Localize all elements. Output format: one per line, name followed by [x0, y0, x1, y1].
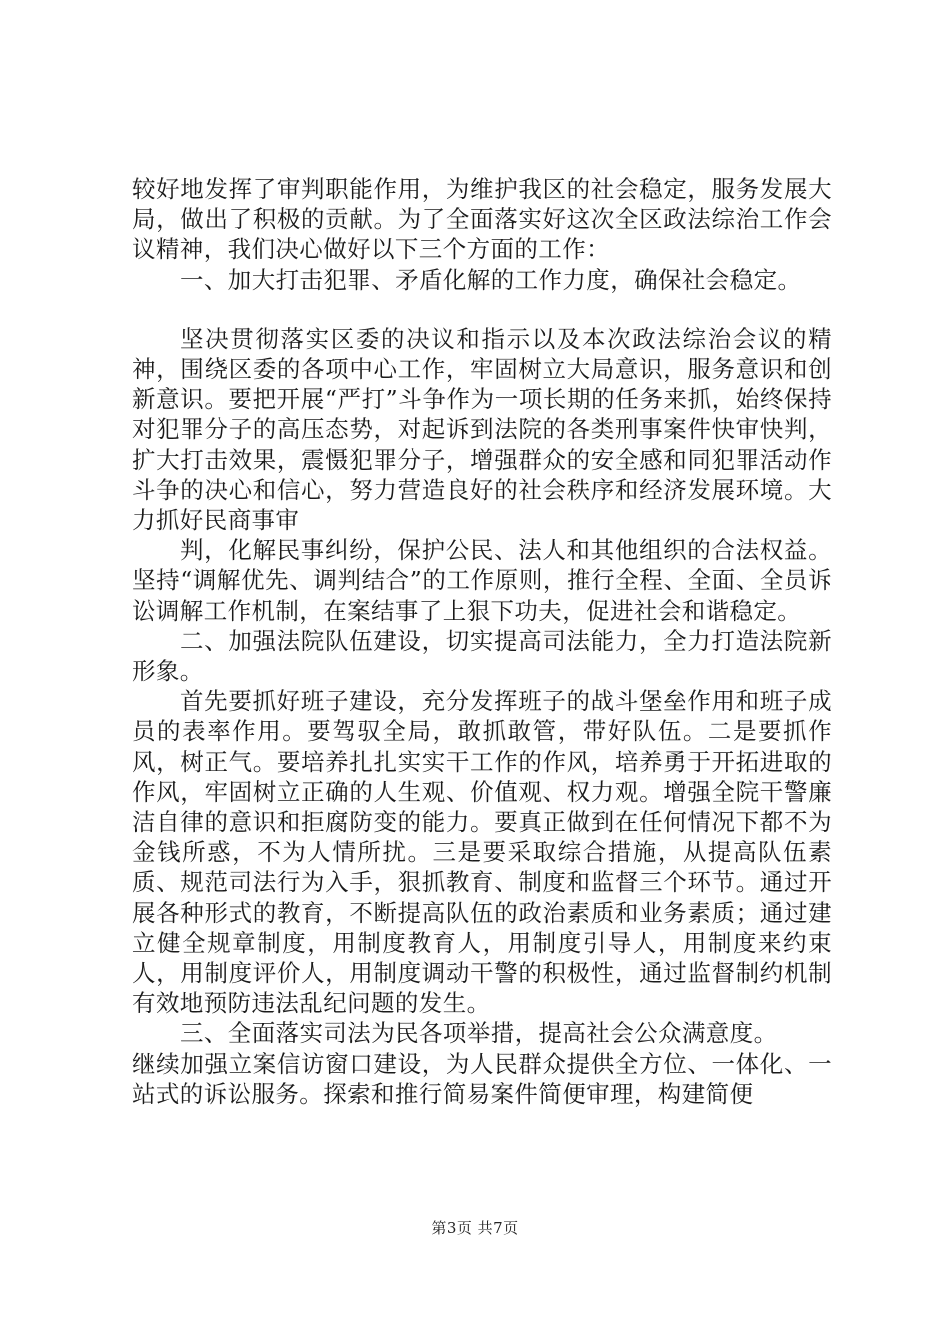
document-body	[132, 174, 832, 1109]
section-heading-1: 一、加大打击犯罪、矛盾化解的工作力度，确保社会稳定。	[180, 265, 802, 294]
section-heading-3: 三、全面落实司法为民各项举措，提高社会公众满意度。	[180, 1019, 778, 1048]
paragraph-4: 首先要抓好班子建设，充分发挥班子的战斗堡垒作用和班子成员的表率作用。要驾驭全局，敢抓敢管，带好队伍。二是要抓作风，树正气。要培养扎扎实实干工作的作风，培养勇于开拓进取的作风，牢固树立正确的人生观、价值观、权力观。增强全院干警廉洁自律的意识和拒腐防变的能力。要真正做到在任何情况下都不为金钱所惑，不为人情所扰。三是要采取综合措施，从提高队伍素质、规范司法行为入手，狠抓教育、制度和监督三个环节。通过开展各种形式的教育，不断提高队伍的政治素质和业务素质；通过建立健全规章制度，用制度教育人，用制度引导人，用制度来约束人，用制度评价人，用制度调动干警的积极性，通过监督制约机制有效地预防违法乱纪问题的发生。	[132, 687, 832, 1018]
paragraph-5: 继续加强立案信访窗口建设，为人民群众提供全方位、一体化、一站式的诉讼服务。探索和推行简易案件简便审理，构建简便	[132, 1049, 832, 1108]
paragraph-1: 较好地发挥了审判职能作用，为维护我区的社会稳定，服务发展大局，做出了积极的贡献。为了全面落实好这次全区政法综治工作会议精神，我们决心做好以下三个方面的工作：	[132, 175, 832, 264]
blank-line	[132, 295, 832, 324]
paragraph-2: 坚决贯彻落实区委的决议和指示以及本次政法综治会议的精神，围绕区委的各项中心工作，牢固树立大局意识，服务意识和创新意识。要把开展“严打”斗争作为一项长期的任务来抓，始终保持对犯罪分子的高压态势，对起诉到法院的各类刑事案件快审快判，扩大打击效果，震慑犯罪分子，增强群众的安全感和同犯罪活动作斗争的决心和信心，努力营造良好的社会秩序和经济发展环境。大力抓好民商事审	[132, 324, 832, 535]
paragraph-3: 判，化解民事纠纷，保护公民、法人和其他组织的合法权益。坚持“调解优先、调判结合”的工作原则，推行全程、全面、全员诉讼调解工作机制，在案结事了上狠下功夫，促进社会和谐稳定。	[132, 536, 832, 625]
section-heading-2: 二、加强法院队伍建设，切实提高司法能力，全力打造法院新形象。	[132, 626, 832, 686]
page-number-footer: 第3页 共7页	[431, 1219, 519, 1237]
